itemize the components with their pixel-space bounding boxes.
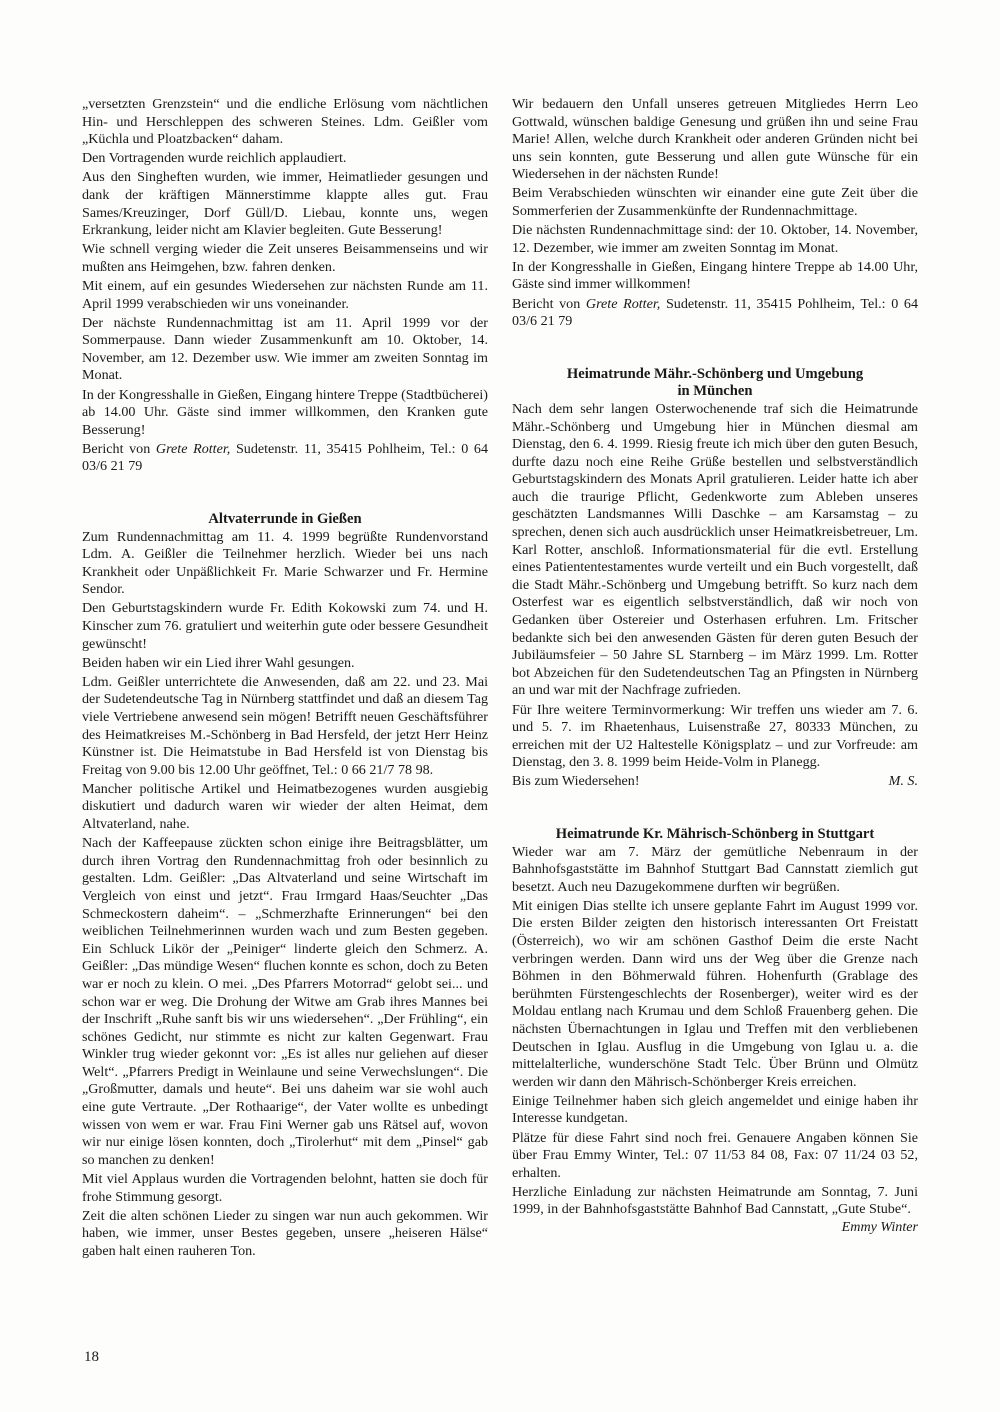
section-heimatrunde-stuttgart xyxy=(512,825,918,1236)
paragraph: In der Kongresshalle in Gießen, Eingang hintere Treppe ab 14.00 Uhr, Gäste sind immer willkommen! xyxy=(512,258,918,293)
page-number: 18 xyxy=(84,1349,99,1365)
closing-text: Bis zum Wiedersehen! xyxy=(512,773,640,790)
paragraph: „versetzten Grenzstein“ und die endliche Erlösung vom nächtlichen Hin- und Herschleppen des schweren Steines. Ldm. Geißler vom „Küchla und Ploatzbacken“ daham. xyxy=(82,96,488,148)
heading-line-1: Heimatrunde Mähr.-Schönberg und Umgebung xyxy=(566,365,864,382)
paragraph: Den Vortragenden wurde reichlich applaudiert. xyxy=(82,150,347,167)
paragraph: Mit einigen Dias stellte ich unsere geplante Fahrt im August 1999 vor. Die ersten Bilder zeigten den historisch interessanten Ort Freistatt (Österreich), wo wir am schönen Gasthof Deim die erste Nacht verbringen werden. Dann wird uns der Weg über die Grenze nach Böhmen in den Böhmerwald führen. Hohenfurth (Grablage des berühmten Fürstengeschlechts der Rosenberger), weiter wird es der Moldau entlang nach Krumau und dem Schloß Frauenberg gehen. Die nächsten Übernachtungen in Iglau und Treffen mit den verbliebenen Deutschen in Iglau. Ausflug in die Umgebung von Iglau u. a. die mittelalterliche, wunderschöne Stadt Telc. Über Brünn und Olmütz werden wir dann den Mährisch-Schönberger Kreis erreichen. xyxy=(512,897,918,1090)
right-column xyxy=(512,96,918,1237)
report-author: Grete Rotter, xyxy=(155,440,231,457)
paragraph: Beim Verabschieden wünschten wir einander eine gute Zeit über die Sommerferien der Zusammenkünfte der Rundennachmittage. xyxy=(512,185,918,220)
report-prefix: Bericht von xyxy=(512,295,581,312)
paragraph: Wie schnell verging wieder die Zeit unseres Beisammenseins und wir mußten ans Heimgehen, bzw. fahren denken. xyxy=(82,241,488,275)
report-address: Sudetenstr. 11, 35415 Pohlheim, Tel.: 0 64 03/6 21 79 xyxy=(512,295,918,330)
paragraph: Mancher politische Artikel und Heimatbezogenes wurden ausgiebig diskutiert und dadurch waren wir wieder der alten Heimat, dem Altvaterland, nahe. xyxy=(82,780,488,833)
section-altvaterrunde xyxy=(82,511,488,1260)
paragraph: Zeit die alten schönen Lieder zu singen war nun auch gekommen. Wir haben, wie immer, unser Bestes gegeben, unsere „heiseren Hälse“ gaben halt einen rauheren Ton. xyxy=(82,1207,488,1259)
section-heimatrunde-muenchen xyxy=(512,366,918,791)
report-line xyxy=(512,296,918,331)
paragraph: Zum Rundennachmittag am 11. 4. 1999 begrüßte Rundenvorstand Ldm. A. Geißler die Teilnehmer herzlich. Wieder bei uns nach Krankheit oder Unpäßlichkeit Fr. Marie Schwarzer und Fr. Hermine Sendor. xyxy=(82,528,488,598)
paragraph: In der Kongresshalle in Gießen, Eingang hintere Treppe (Stadtbücherei) ab 14.00 Uhr. Gäste sind immer willkommen, den Kranken gute Besserung! xyxy=(82,386,488,438)
report-line xyxy=(82,441,488,476)
paragraph: Aus den Singheften wurden, wie immer, Heimatlieder gesungen und dank der kräftigen Männerstimme klappte alles gut. Frau Sames/Kreuzinger, Dorf Güll/D. Liebau, konnte uns, wegen Erkrankung, leider nicht am Klavier begleiten. Gute Besserung! xyxy=(82,169,488,239)
section-heading xyxy=(512,366,918,401)
paragraph: Plätze für diese Fahrt sind noch frei. Genauere Angaben können Sie über Frau Emmy Winter, Tel.: 07 11/53 84 08, Fax: 07 11/24 03 52, erhalten. xyxy=(512,1129,918,1181)
section-heading: Heimatrunde Kr. Mährisch-Schönberg in Stuttgart xyxy=(555,825,875,842)
signature: M. S. xyxy=(888,773,918,790)
paragraph: Ldm. Geißler unterrichtete die Anwesenden, daß am 22. und 23. Mai der Sudetendeutsche Tag in Nürnberg stattfindet und daß an diesem Tag viele Vertriebene anwesend sein mögen! Betrifft neuen Geschäftsführer des Heimatkreises M.-Schönberg in Bad Hersfeld, der jetzt Herr Heinz Künstner ist. Die Heimatstube in Bad Hersfeld ist von Dienstag bis Freitag von 9.00 bis 12.00 Uhr geöffnet, Tel.: 0 66 21/7 78 98. xyxy=(82,673,488,778)
paragraph: Den Geburtstagskindern wurde Fr. Edith Kokowski zum 74. und H. Kinscher zum 76. gratuliert und weiterhin gute oder bessere Gesundheit gewünscht! xyxy=(82,600,488,652)
paragraph: Nach dem sehr langen Osterwochenende traf sich die Heimatrunde Mähr.-Schönberg und Umgebung hier in München diesmal am Dienstag, den 6. 4. 1999. Riesig freute ich mich über den guten Besuch, durfte dazu noch eine Reihe Grüße bestellen und selbstverständlich Geburtstagskindern des Monats April gratulieren. Leider hatte ich aber auch die traurige Pflicht, Gedenkworte zum Ableben unseres geschätzten Landsmannes Willi Daschke – am Karsamstag – zu sprechen, denen sich auch ausdrücklich unser Heimatkreisbetreuer, Lm. Karl Rotter, anschloß. Informationsmaterial für die evtl. Erstellung eines Patiententestamentes wurde verteilt und ein Buch vorgestellt, daß die Stadt Mähr.-Schönberg und Umgebung betrifft. So kurz nach dem Osterfest war es eigentlich selbstverständlich, daß wir noch von Gedanken über Ostereier und Osterhasen erfuhren. Lm. Fritscher bedankte sich bei den anwesenden Gästen für deren guten Besuch der Jubiläumsfeier – 50 Jahre SL Starnberg – im März 1999. Lm. Rotter bot Abzeichen für den Sudetendeutschen Tag an Pfingsten in Nürnberg an und war mit der Nachfrage zufrieden. xyxy=(512,400,918,699)
signature: Emmy Winter xyxy=(841,1219,918,1236)
left-column xyxy=(82,96,488,1262)
report-address: Sudetenstr. 11, 35415 Pohlheim, Tel.: 0 64 03/6 21 79 xyxy=(82,440,488,475)
heading-line-2: in München xyxy=(677,383,753,400)
paragraph: Der nächste Rundennachmittag ist am 11. April 1999 vor der Sommerpause. Dann wieder Zusammenkunft am 10. Oktober, 14. November, am 12. Dezember usw. Wie immer am zweiten Sonntag im Monat. xyxy=(82,314,488,384)
paragraph: Mit viel Applaus wurden die Vortragenden belohnt, hatten sie doch für frohe Stimmung gesorgt. xyxy=(82,1170,488,1205)
paragraph: Nach der Kaffeepause zückten schon einige ihre Beitragsblätter, um durch ihren Vortrag den Rundennachmittag froh oder besinnlich zu gestalten. Ldm. Geißler: „Das Altvaterland und seine Wirtschaft im Vergleich von einst und jetzt“. Frau Irmgard Haas/Seuchter „Das Schmeckostern daheim“. – „Schmerzhafte Erinnerungen“ bei den weiblichen Teilnehmerinnen wurden wach und zum Besten gegeben. Ein Schluck Likör der „Peiniger“ linderte gleich den Schmerz. A. Geißler: „Das mündige Wesen“ fluchen konnte es schon, doch zu Beten war er noch zu klein. O mei. „Des Pfarrers Motorrad“ gelobt sei... und schon war er weg. Die Drohung der Witwe am Grab ihres Mannes bei der Inschrift „Ruhe sanft bis wir uns wiedersehen“. „Der Frühling“, ein schönes Gedicht, nur stimmte es nicht zur kalten Gegenwart. Frau Winkler trug wieder gekonnt vor: „Es ist alles nur geliehen auf dieser Welt“. „Pfarrers Predigt in Weinlaune und seine Verwechslungen“. Die „Großmutter, damals und heute“. Bei uns daheim war sie wohl auch eine gute Vertraute. „Der Rothaarige“, der Vater wollte es unbedingt wissen von wem er war. Frau Fini Werner gab uns Rätsel auf, wovon wir nur einige lösen konnten, doch „Tirolerhut“ mit dem „Pinsel“ gab so manchen zu denken! xyxy=(82,835,488,1168)
closing-line xyxy=(512,773,918,791)
paragraph xyxy=(512,1183,918,1236)
paragraph: Wieder war am 7. März der gemütliche Nebenraum in der Bahnhofsgaststätte im Bahnhof Stuttgart Bad Cannstatt ziemlich gut besetzt. Auch neu Dazugekommene durften wir begrüßen. xyxy=(512,843,918,895)
paragraph: Die nächsten Rundennachmittage sind: der 10. Oktober, 14. November, 12. Dezember, wie immer am zweiten Sonntag im Monat. xyxy=(512,222,918,256)
report-prefix: Bericht von xyxy=(82,440,151,457)
section-heading: Altvaterrunde in Gießen xyxy=(208,510,362,527)
paragraph: Mit einem, auf ein gesundes Wiedersehen zur nächsten Runde am 11. April 1999 verabschieden wir uns voneinander. xyxy=(82,277,488,312)
paragraph: Beiden haben wir ein Lied ihrer Wahl gesungen. xyxy=(82,654,355,671)
report-author: Grete Rotter, xyxy=(585,295,661,312)
paragraph: Einige Teilnehmer haben sich gleich angemeldet und einige haben ihr Interesse kundgetan. xyxy=(512,1092,918,1127)
paragraph: Für Ihre weitere Terminvormerkung: Wir treffen uns wieder am 7. 6. und 5. 7. im Rhaetenhaus, Luisenstraße 27, 80333 München, zu erreichen mit der U2 Haltestelle Königsplatz – und zur Vorfreude: am Dienstag, den 3. 8. 1999 beim Heide-Volm in Planegg. xyxy=(512,701,918,771)
invitation-text: Herzliche Einladung zur nächsten Heimatrunde am Sonntag, 7. Juni 1999, in der Bahnhofsgaststätte Bahnhof Bad Cannstatt, „Gute Stube“. xyxy=(512,1183,918,1218)
paragraph: Wir bedauern den Unfall unseres getreuen Mitgliedes Herrn Leo Gottwald, wünschen baldige Genesung und grüßen ihn und seine Frau Marie! Allen, welche durch Krankheit oder anderen Gründen nicht bei uns sein konnten, gute Besserung und allen gute Wünsche für ein Wiedersehen in der nächsten Runde! xyxy=(512,96,918,183)
